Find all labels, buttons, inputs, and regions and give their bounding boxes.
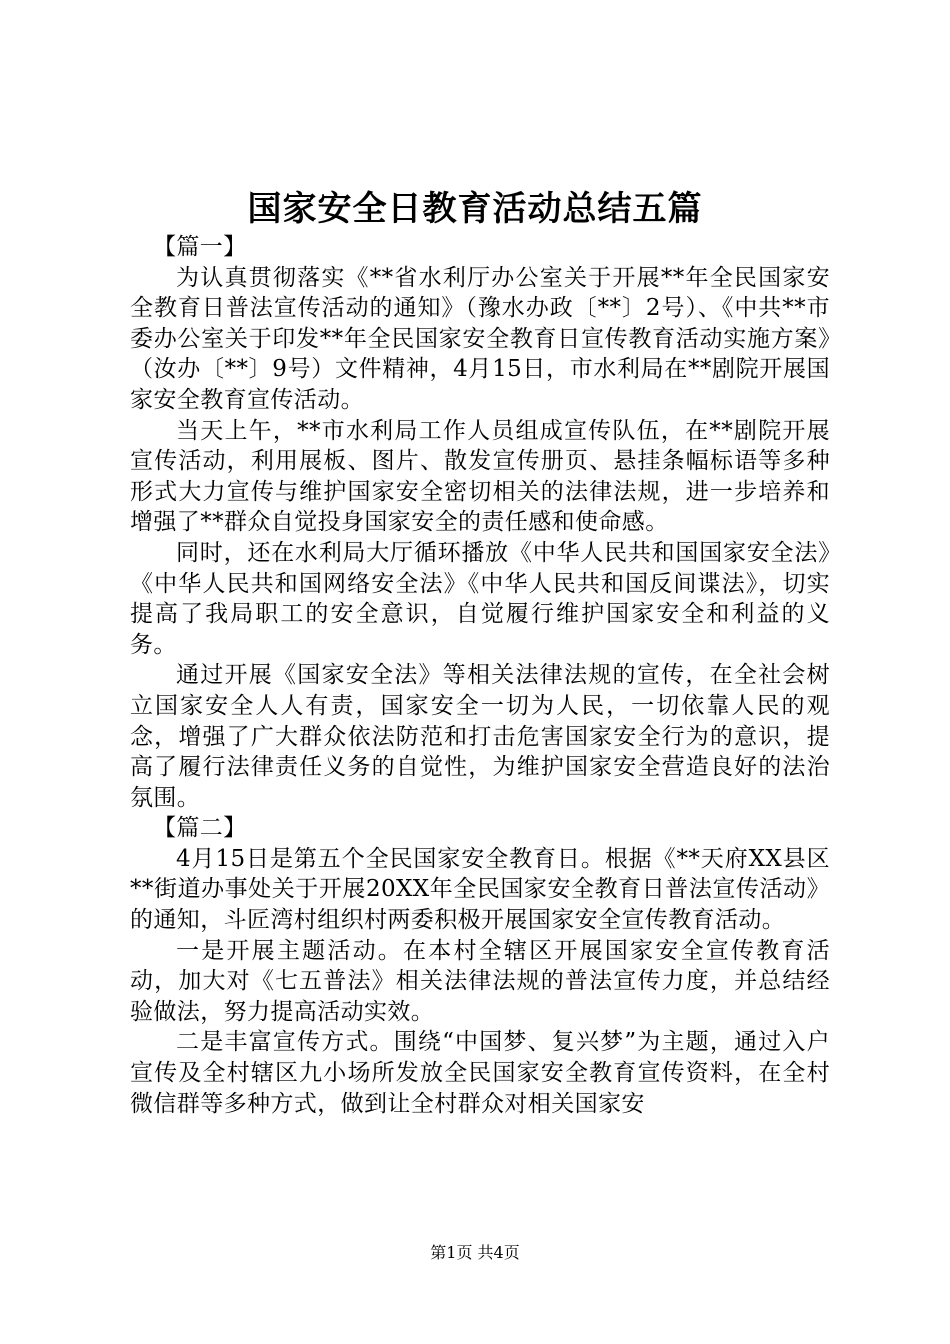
paragraph: 同时，还在水利局大厅循环播放《中华人民共和国国家安全法》《中华人民共和国网络安全法》《中华人民共和国反间谍法》，切实提高了我局职工的安全意识，自觉履行维护国家安全和利益的义务。 — [130, 539, 830, 658]
document-title: 国家安全日教育活动总结五篇 — [247, 189, 703, 229]
section-heading: 【篇一】 — [153, 234, 247, 260]
paragraph: 通过开展《国家安全法》等相关法律法规的宣传，在全社会树立国家安全人人有责，国家安全一切为人民，一切依靠人民的观念，增强了广大群众依法防范和打击危害国家安全行为的意识，提高了履行法律责任义务的自觉性，为维护国家安全营造良好的法治氛围。 — [130, 662, 830, 811]
paragraph: 一是开展主题活动。在本村全辖区开展国家安全宣传教育活动，加大对《七五普法》相关法律法规的普法宣传力度，并总结经验做法，努力提高活动实效。 — [130, 937, 830, 1025]
paragraph: 当天上午，**市水利局工作人员组成宣传队伍，在**剧院开展宣传活动，利用展板、图片、散发宣传册页、悬挂条幅标语等多种形式大力宣传与维护国家安全密切相关的法律法规，进一步培养和增强了**群众自觉投身国家安全的责任感和使命感。 — [130, 417, 830, 536]
paragraph: 为认真贯彻落实《**省水利厅办公室关于开展**年全民国家安全教育日普法宣传活动的通知》（豫水办政〔**〕2号）、《中共**市委办公室关于印发**年全民国家安全教育日宣传教育活动实施方案》（汝办〔**〕9号）文件精神，4月15日，市水利局在**剧院开展国家安全教育宣传活动。 — [130, 264, 830, 413]
document-body — [130, 232, 830, 1119]
paragraph: 二是丰富宣传方式。围绕“中国梦、复兴梦”为主题，通过入户宣传及全村辖区九小场所发放全民国家安全教育宣传资料，在全村微信群等多种方式，做到让全村群众对相关国家安 — [130, 1029, 830, 1117]
section-heading: 【篇二】 — [153, 815, 247, 842]
page-footer: 第1页 共4页 — [430, 1243, 520, 1262]
paragraph: 4月15日是第五个全民国家安全教育日。根据《**天府XX县区**街道办事处关于开展20XX年全民国家安全教育日普法宣传活动》的通知，斗匠湾村组织村两委积极开展国家安全宣传教育活动。 — [130, 845, 830, 934]
